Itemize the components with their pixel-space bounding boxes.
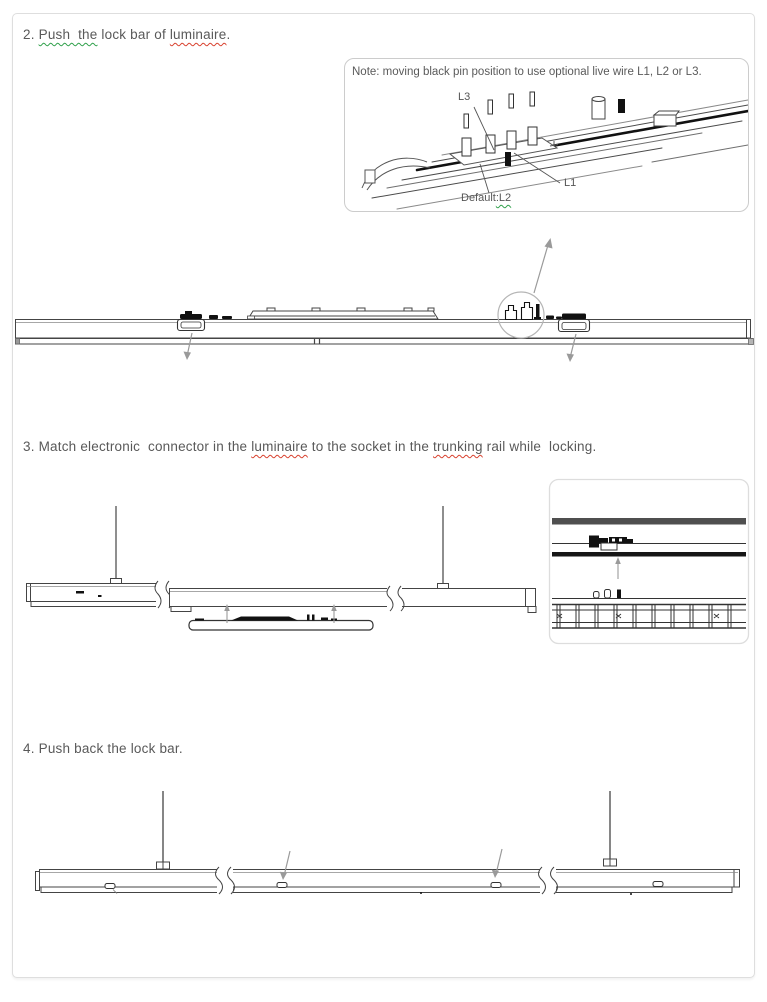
pin-outline-2 <box>522 303 533 320</box>
trunking-rail-right <box>170 585 537 613</box>
step-4-figure-locked-luminaire <box>1 781 767 961</box>
rail-end-parts <box>550 97 679 147</box>
pin-outline-1 <box>506 306 517 320</box>
text-run-spelling-marked: luminaire <box>169 27 227 42</box>
note-text: Note: moving black pin position to use optional live wire L1, L2 or L3. <box>352 66 702 78</box>
document-page <box>12 13 755 978</box>
text-run: 4. Push back the lock bar. <box>23 741 183 756</box>
trunking-rail-left <box>27 584 162 607</box>
text-run-spelling-marked: luminaire <box>251 439 308 454</box>
note-box <box>344 58 749 212</box>
suspension-wires <box>157 791 617 869</box>
pin-position-diagram <box>345 59 748 211</box>
luminaire-with-connector <box>189 615 373 631</box>
label-l3: L3 <box>458 91 471 103</box>
electronic-connector <box>231 617 298 621</box>
text-run-spelling-marked: trunking <box>433 439 483 454</box>
step-2-figure-luminaire-side-view <box>1 231 767 371</box>
wire-loop <box>362 158 430 190</box>
rail-lines <box>372 100 748 209</box>
step-3-instruction <box>23 438 743 455</box>
step-2-instruction <box>23 26 723 43</box>
socket-detail-box <box>550 480 749 644</box>
text-run: . <box>226 27 231 42</box>
live-wire-pins <box>450 92 557 166</box>
text-run: Default <box>461 192 496 204</box>
gear-tray <box>248 308 438 319</box>
label-default-l2 <box>461 192 511 204</box>
text-run: 2. <box>23 27 39 42</box>
trunking-rail <box>36 870 740 893</box>
text-run: rail while locking. <box>482 439 597 454</box>
zoom-callout-arrow <box>534 238 553 293</box>
luminaire-bar <box>16 320 754 345</box>
push-back-arrows <box>280 781 502 880</box>
suspension-wires <box>111 506 449 589</box>
label-l1: L1 <box>564 177 577 189</box>
black-pin <box>505 152 511 166</box>
step-3-figure-connector-to-rail <box>1 471 767 661</box>
step-4-instruction <box>23 740 423 757</box>
text-run: 3. Match electronic connector in the <box>23 439 252 454</box>
text-run-grammar-marked: :L2 <box>495 192 512 204</box>
text-run: lock bar of <box>97 27 170 42</box>
text-run-grammar-marked: Push the <box>38 27 98 42</box>
text-run: to the socket in the <box>307 439 434 454</box>
